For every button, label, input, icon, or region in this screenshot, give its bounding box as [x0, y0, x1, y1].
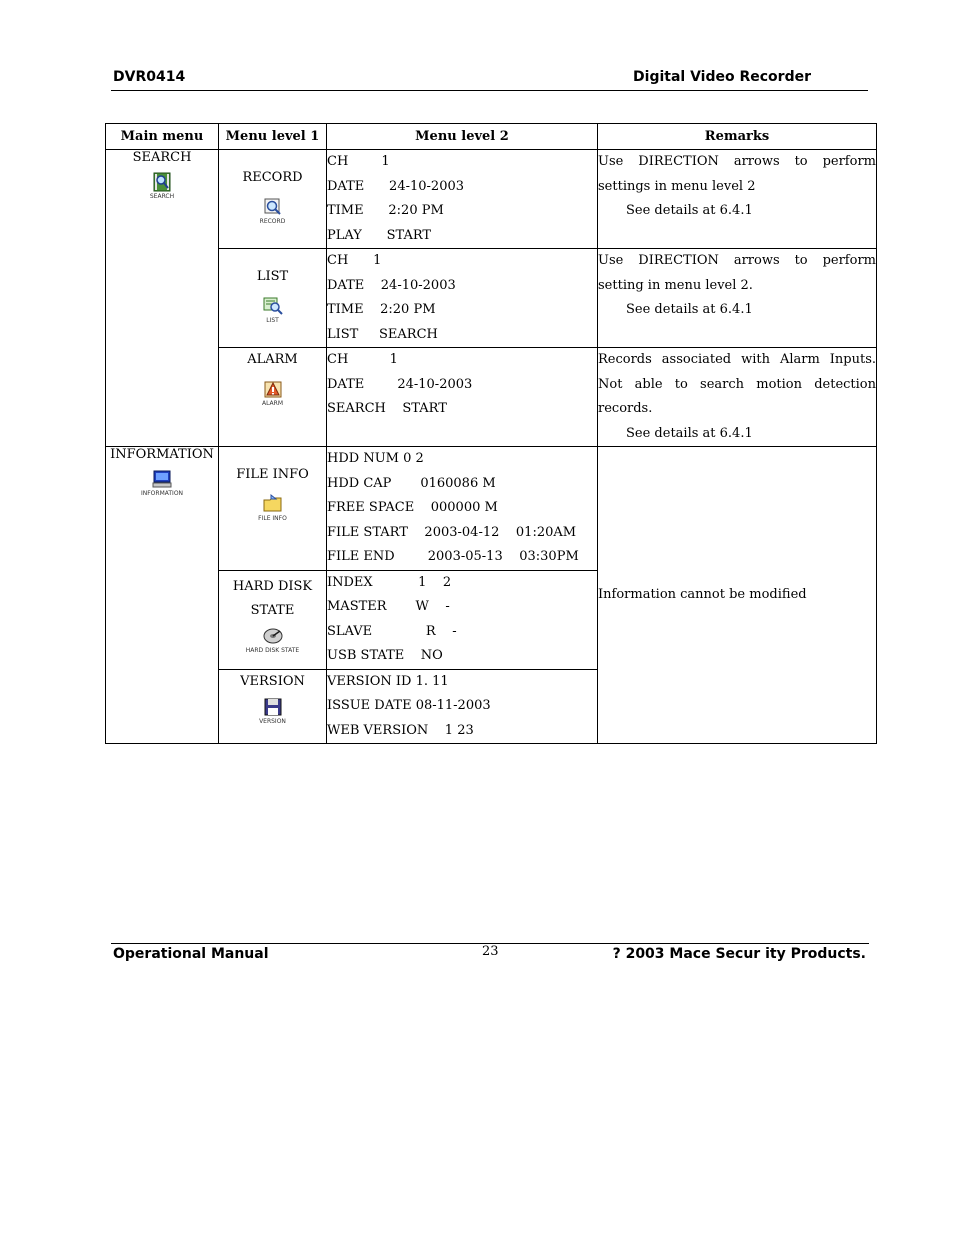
- page-number: 23: [482, 944, 499, 959]
- main-menu-information: [106, 447, 219, 744]
- file-info-line: FREE SPACE 000000 M: [327, 500, 498, 515]
- list-line: CH 1: [327, 253, 382, 268]
- level1-alarm-label: ALARM: [247, 352, 298, 367]
- computer-monitor-icon: [151, 468, 173, 490]
- alarm-line: DATE 24-10-2003: [327, 376, 473, 392]
- header-rule: [111, 90, 868, 91]
- hard-disk-line: USB STATE NO: [327, 648, 443, 663]
- information-icon-caption: INFORMATION: [140, 490, 184, 497]
- remark-list-text: Use DIRECTION arrows to perform setting in menu level 2.: [598, 253, 876, 293]
- col-menu-level-2: Menu level 2: [327, 124, 598, 150]
- level2-record: [327, 150, 598, 249]
- level2-version: [327, 669, 598, 744]
- level1-alarm: [219, 348, 327, 447]
- main-menu-search: [106, 150, 219, 447]
- level1-version: [219, 669, 327, 744]
- level2-alarm: [327, 348, 598, 447]
- hard-disk-icon-caption: HARD DISK STATE: [245, 646, 300, 654]
- main-menu-information-label: INFORMATION: [110, 447, 214, 462]
- list-magnifier-icon: [262, 295, 284, 317]
- col-menu-level-1: Menu level 1: [219, 124, 327, 150]
- remark-alarm-see: See details at 6.4.1: [626, 425, 753, 441]
- record-line: DATE 24-10-2003: [327, 178, 465, 194]
- alarm-line: SEARCH START: [327, 401, 447, 416]
- remark-alarm-text: Records associated with Alarm Inputs. Not able to search motion detection records.: [598, 352, 876, 416]
- hard-disk-line: MASTER W -: [327, 599, 450, 614]
- version-line: VERSION ID 1. 11: [327, 673, 449, 689]
- main-menu-search-label: SEARCH: [132, 150, 192, 165]
- level1-state-label: STATE: [250, 602, 295, 618]
- table-header-row: [106, 124, 877, 150]
- table-row: [106, 150, 877, 249]
- level1-record: [219, 150, 327, 249]
- level1-file-info: [219, 447, 327, 571]
- record-magnifier-icon: [262, 196, 284, 218]
- alarm-line: CH 1: [327, 352, 398, 367]
- level1-file-info-label: FILE INFO: [236, 467, 309, 482]
- version-icon-caption: VERSION: [259, 717, 286, 725]
- file-info-line: HDD NUM 0 2: [327, 451, 424, 466]
- level2-hard-disk-state: [327, 570, 598, 669]
- footer-manual-title: Operational Manual: [113, 946, 269, 962]
- level1-hard-disk-state: [219, 570, 327, 669]
- footer-copyright: ? 2003 Mace Secur ity Products.: [612, 946, 866, 962]
- list-line: LIST SEARCH: [327, 326, 438, 342]
- alarm-icon-caption: ALARM: [261, 400, 284, 407]
- record-line: TIME 2:20 PM: [327, 203, 444, 218]
- table-row: [106, 348, 877, 447]
- file-info-line: FILE START 2003-04-12 01:20AM: [327, 524, 577, 540]
- col-main-menu: Main menu: [106, 124, 219, 150]
- menu-table: [105, 123, 877, 744]
- header-doc-title: Digital Video Recorder: [633, 69, 811, 85]
- col-remarks: Remarks: [598, 124, 877, 150]
- remark-list-see: See details at 6.4.1: [626, 302, 753, 317]
- hard-disk-icon: [262, 625, 284, 647]
- list-line: DATE 24-10-2003: [327, 277, 456, 293]
- search-film-icon: [151, 171, 173, 193]
- hard-disk-line: SLAVE R -: [327, 623, 457, 639]
- folder-icon: [262, 493, 284, 515]
- header-doc-id: DVR0414: [113, 69, 186, 85]
- remark-alarm: [598, 348, 877, 447]
- version-line: ISSUE DATE 08-11-2003: [327, 698, 491, 713]
- file-info-line: HDD CAP 0160086 M: [327, 475, 496, 491]
- remark-list: [598, 249, 877, 348]
- record-line: CH 1: [327, 154, 390, 169]
- remark-record-see: See details at 6.4.1: [626, 203, 753, 218]
- record-icon-caption: RECORD: [259, 218, 286, 225]
- floppy-disk-icon: [262, 696, 284, 718]
- remark-information-text: Information cannot be modified: [598, 586, 807, 602]
- file-info-icon-caption: FILE INFO: [258, 515, 287, 522]
- level1-list-label: LIST: [256, 269, 289, 284]
- level1-version-label: VERSION: [240, 673, 305, 689]
- level1-list: [219, 249, 327, 348]
- remark-record-text: Use DIRECTION arrows to perform settings in menu level 2: [598, 154, 876, 194]
- level2-list: [327, 249, 598, 348]
- hard-disk-line: INDEX 1 2: [327, 574, 452, 590]
- list-line: TIME 2:20 PM: [327, 302, 436, 317]
- table-row: [106, 249, 877, 348]
- remark-information: [598, 447, 877, 744]
- level2-file-info: [327, 447, 598, 571]
- level1-hard-disk-label: HARD DISK: [232, 578, 313, 594]
- alarm-icon: [262, 378, 284, 400]
- version-line: WEB VERSION 1 23: [327, 722, 474, 738]
- record-line: PLAY START: [327, 227, 432, 243]
- table-row: [106, 447, 877, 571]
- level1-record-label: RECORD: [242, 170, 303, 185]
- list-icon-caption: LIST: [266, 317, 279, 324]
- remark-record: [598, 150, 877, 249]
- file-info-line: FILE END 2003-05-13 03:30PM: [327, 549, 579, 564]
- search-icon-caption: SEARCH: [149, 193, 175, 200]
